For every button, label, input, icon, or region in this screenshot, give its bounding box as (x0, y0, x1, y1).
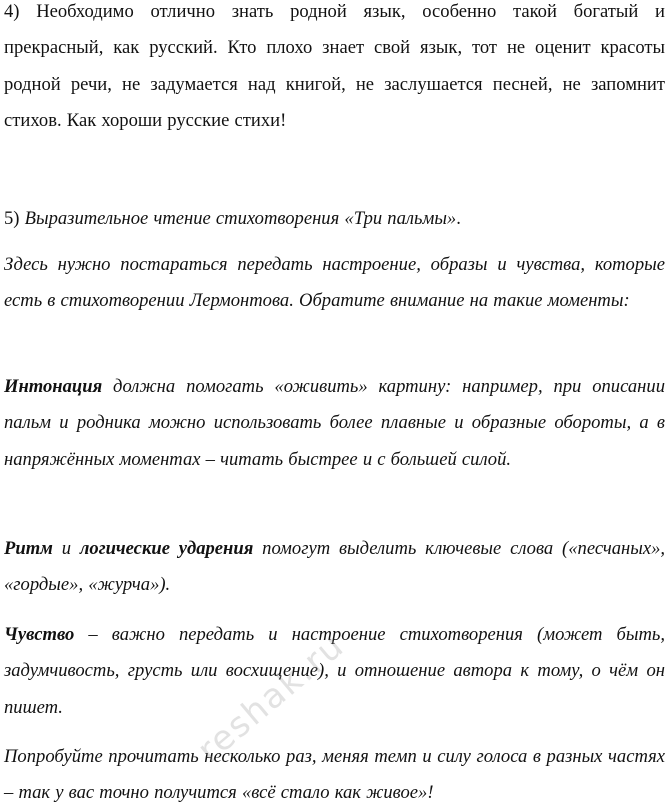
paragraph-conclusion: Попробуйте прочитать несколько раз, меняя темп и силу голоса в разных частях – так у вас точно получится «всё стало как живое»! (4, 746, 665, 804)
title-period: . (456, 208, 461, 229)
feeling-text: – важно передать и настроение стихотворения (может быть, задумчивость, грусть или восхищение), и отношение автора к тому, о чём он пишет. (4, 624, 665, 718)
paragraph-feeling (0, 617, 668, 726)
paragraph-4: 4) Необходимо отлично знать родной язык, особенно такой богатый и прекрасный, как русский. Кто плохо знает свой язык, тот не оценит красоты родной речи, не задумается над книгой, не заслушается песней, не запомнит стихов. Как хороши русские стихи! (4, 1, 665, 131)
rhythm-text: помогут выделить ключевые слова («песчаных», «гордые», «журча»). (4, 538, 666, 596)
term-intonation: Интонация (4, 376, 103, 397)
paragraph-intonation (0, 369, 668, 478)
item-number: 5) (4, 208, 25, 229)
term-logical-stress: логические ударения (79, 538, 254, 559)
term-rhythm: Ритм (4, 538, 53, 559)
rhythm-conjunction: и (52, 538, 80, 559)
paragraph-rhythm (0, 531, 668, 604)
paragraph-5-heading (0, 201, 668, 237)
term-feeling: Чувство (4, 624, 75, 645)
intonation-text: должна помогать «оживить» картину: например, при описании пальм и родника можно использовать более плавные и образные обороты, а в напряжённых моментах – читать быстрее и с большей силой. (4, 376, 665, 470)
paragraph-intro: Здесь нужно постараться передать настроение, образы и чувства, которые есть в стихотворении Лермонтова. Обратите внимание на такие моменты: (4, 254, 665, 312)
task-title: Выразительное чтение стихотворения «Три пальмы» (24, 208, 457, 229)
watermark: reshak.ru (190, 625, 353, 771)
